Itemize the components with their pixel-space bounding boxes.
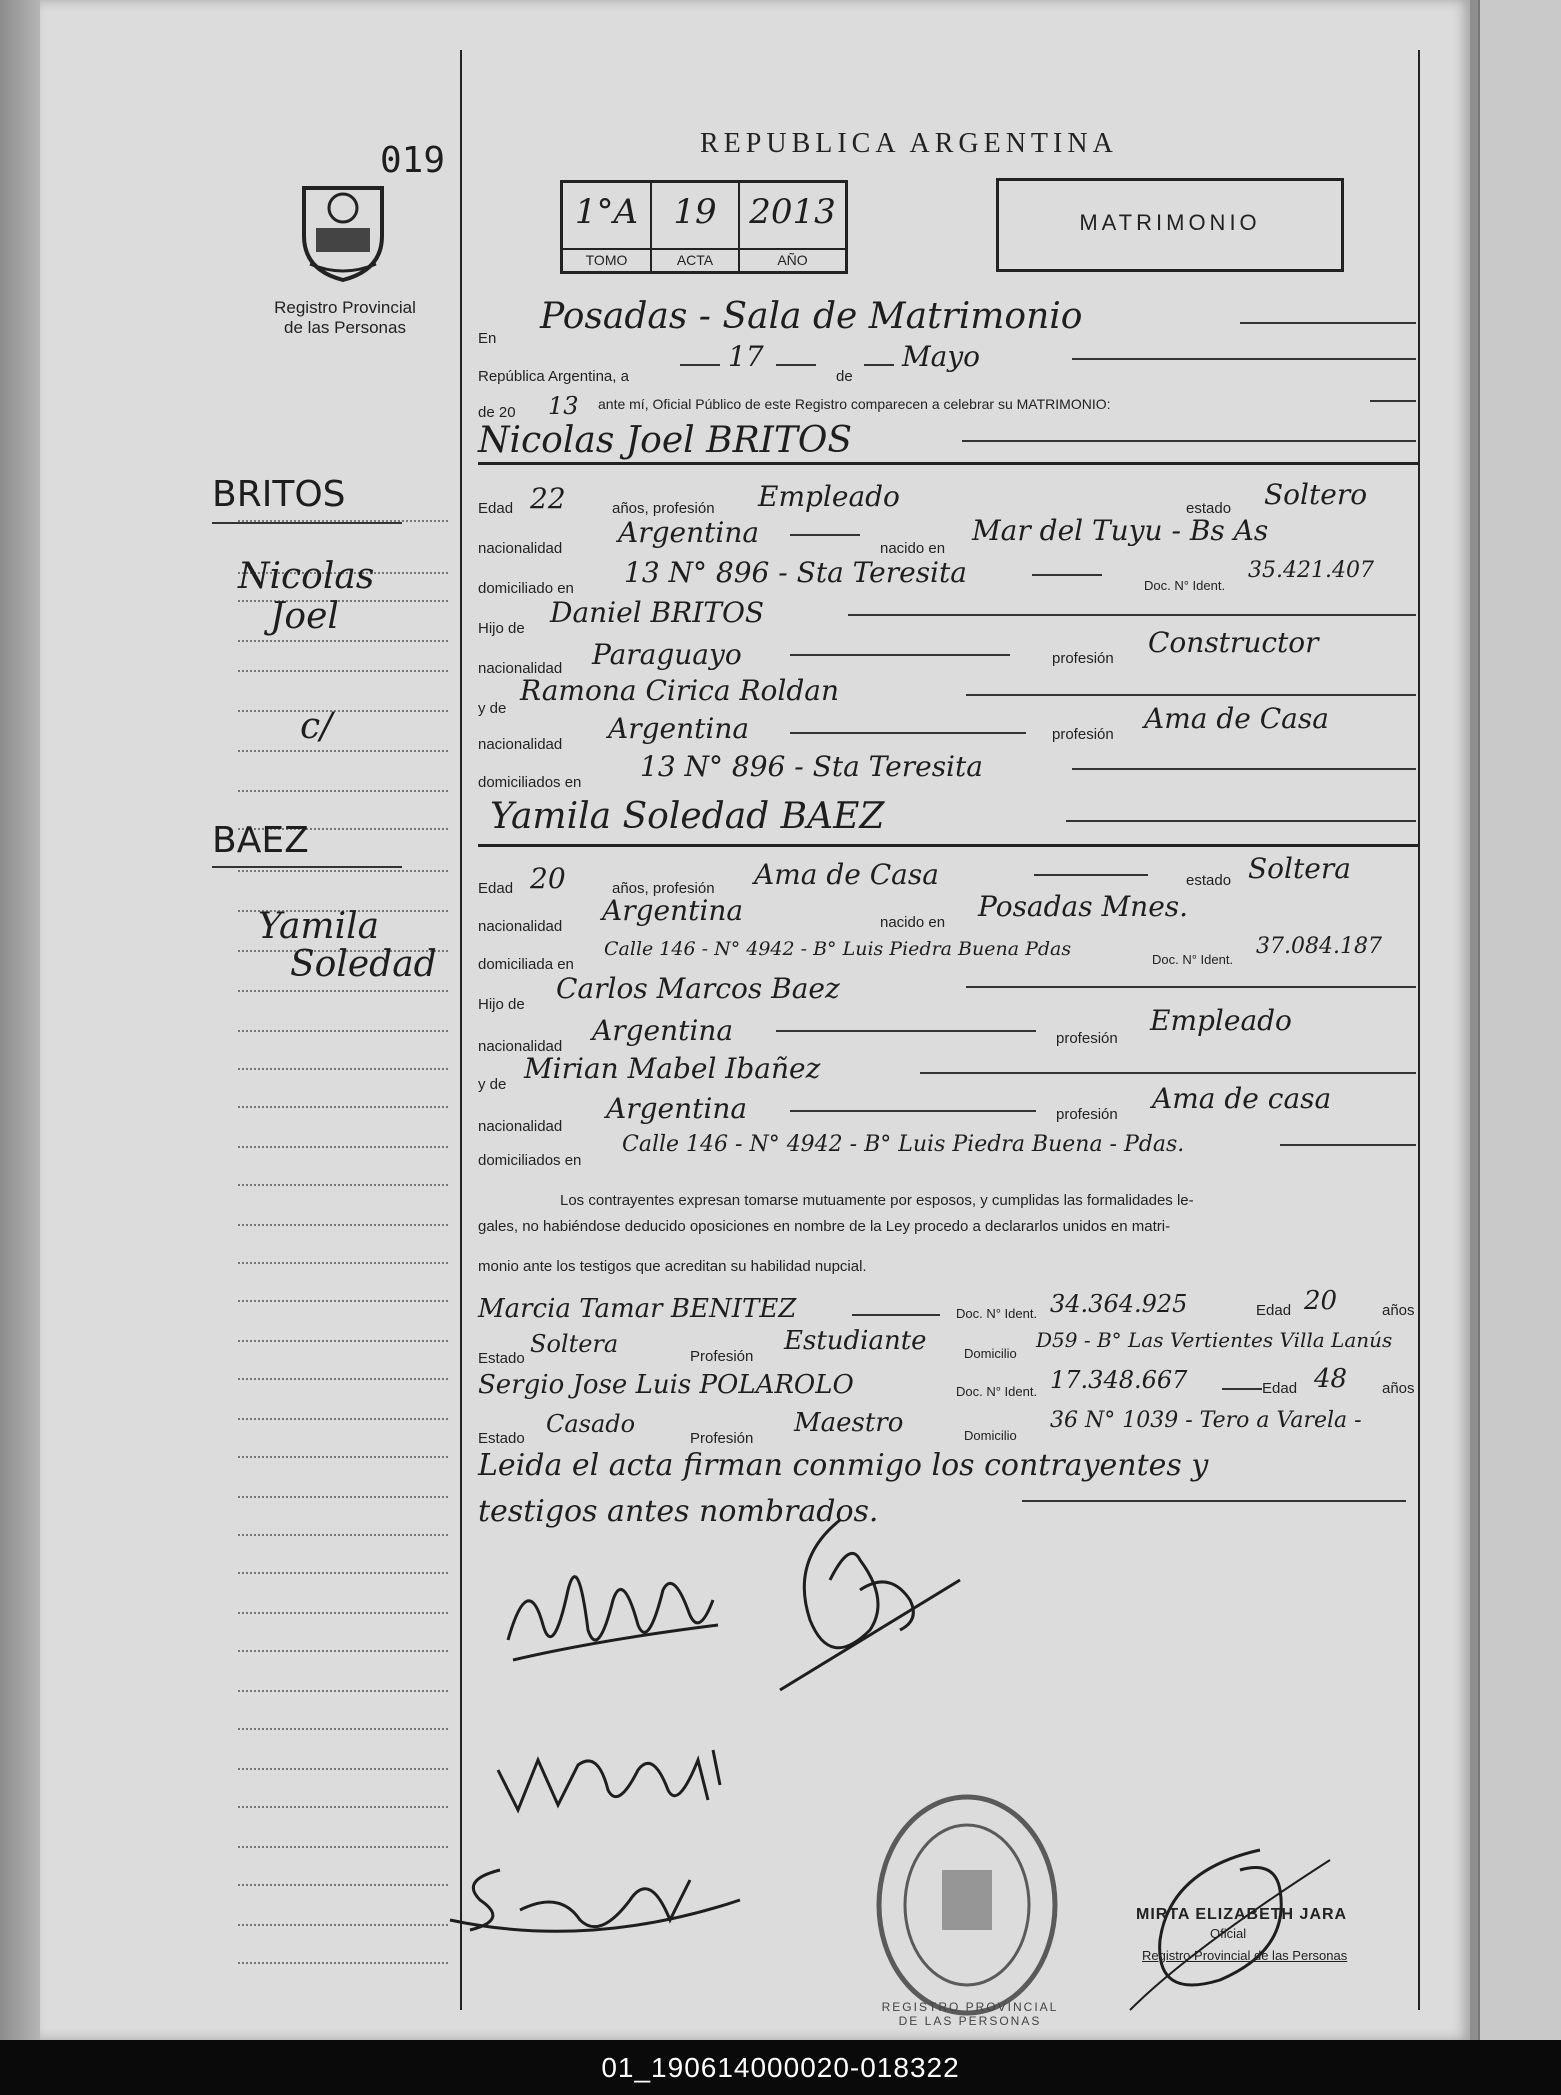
margin-dotted-line <box>238 1690 448 1692</box>
witness1-signature <box>488 1730 748 1830</box>
groom-dom-padres: 13 N° 896 - Sta Teresita <box>640 750 983 783</box>
bride-estado-label: estado <box>1186 872 1232 889</box>
margin-bride-surname-underline <box>212 866 402 868</box>
margin-connector: c/ <box>300 706 333 747</box>
bride-edad-label: Edad <box>478 880 514 897</box>
witness1-estado-label: Estado <box>478 1350 525 1367</box>
margin-dotted-line <box>238 1572 448 1574</box>
margin-bride-surname: BAEZ <box>212 820 309 861</box>
registry-label <box>250 298 440 338</box>
witness2-profesion: Maestro <box>794 1408 904 1438</box>
provincial-seal-icon <box>296 178 390 284</box>
official-name: MIRTA ELIZABETH JARA <box>1136 1906 1348 1923</box>
margin-dotted-line <box>238 1612 448 1614</box>
groom-nacionalidad-label: nacionalidad <box>478 540 563 557</box>
witness1-anos-label: años <box>1382 1302 1415 1319</box>
groom-estado: Soltero <box>1264 478 1368 511</box>
groom-nacionalidad: Argentina <box>618 516 760 549</box>
bride-doc-label: Doc. N° Ident. <box>1152 952 1234 967</box>
bride-prof-padre-label: profesión <box>1056 1030 1118 1047</box>
witness2-domicilio-label: Domicilio <box>964 1428 1017 1443</box>
declaration-line-2: gales, no habiéndose deducido oposiciones en nombre de la Ley procedo a declararlos unidos en matri- <box>478 1218 1171 1235</box>
book-gutter <box>0 0 40 2040</box>
place-value: Posadas - Sala de Matrimonio <box>540 296 1083 337</box>
groom-signature <box>498 1530 728 1680</box>
groom-domicilio: 13 N° 896 - Sta Teresita <box>624 556 967 589</box>
closing-line-2: testigos antes nombrados. <box>478 1494 879 1529</box>
groom-prof-padre: Constructor <box>1148 626 1319 659</box>
witness2-edad: 48 <box>1314 1364 1348 1394</box>
groom-domicilio-label: domiciliado en <box>478 580 574 597</box>
tomo-label: TOMO <box>585 252 628 268</box>
bride-nacionalidad-label: nacionalidad <box>478 918 563 935</box>
margin-dotted-line <box>238 670 448 672</box>
bride-nacido-label: nacido en <box>880 914 946 931</box>
margin-dotted-line <box>238 750 448 752</box>
fill-line <box>864 364 894 366</box>
fill-line <box>1240 322 1416 324</box>
margin-divider <box>460 50 462 2010</box>
witness1-estado: Soltera <box>530 1330 619 1358</box>
adjacent-page-edge <box>1478 0 1561 2040</box>
witness2-profesion-label: Profesión <box>690 1430 754 1447</box>
bride-domicilio-label: domiciliada en <box>478 956 574 973</box>
witness1-profesion: Estudiante <box>784 1326 927 1356</box>
groom-hijo-label: Hijo de <box>478 620 525 637</box>
groom-dom-padres-label: domiciliados en <box>478 774 582 791</box>
bride-madre-label: y de <box>478 1076 507 1093</box>
margin-groom-surname-underline <box>212 522 402 524</box>
groom-padre: Daniel BRITOS <box>550 596 765 629</box>
bride-nac-madre: Argentina <box>606 1092 748 1125</box>
registry-line-1: Registro Provincial <box>274 298 416 317</box>
fill-line <box>1034 874 1148 876</box>
margin-dotted-line <box>238 1768 448 1770</box>
margin-dotted-line <box>238 1300 448 1302</box>
groom-doc: 35.421.407 <box>1248 558 1374 583</box>
margin-dotted-line <box>238 1030 448 1032</box>
bride-nacionalidad: Argentina <box>602 894 744 927</box>
bride-prof-padre: Empleado <box>1150 1004 1292 1037</box>
margin-dotted-line <box>238 990 448 992</box>
witness2-name: Sergio Jose Luis POLAROLO <box>478 1370 854 1400</box>
bride-prof-madre-label: profesión <box>1056 1106 1118 1123</box>
margin-dotted-line <box>238 1806 448 1808</box>
date-year: 13 <box>548 392 579 420</box>
bride-prof-madre: Ama de casa <box>1152 1082 1332 1115</box>
groom-name: Nicolas Joel BRITOS <box>478 420 853 461</box>
bride-nac-padre-label: nacionalidad <box>478 1038 563 1055</box>
witness2-signature <box>440 1840 760 1970</box>
fill-line <box>1072 358 1416 360</box>
fill-line <box>790 534 860 536</box>
witness2-anos-label: años <box>1382 1380 1415 1397</box>
bride-edad: 20 <box>530 862 566 895</box>
margin-dotted-line <box>238 1534 448 1536</box>
witness1-doc: 34.364.925 <box>1050 1290 1188 1318</box>
place-label: En <box>478 330 497 347</box>
margin-groom-given-2: Joel <box>270 596 339 637</box>
witness1-domicilio-label: Domicilio <box>964 1346 1017 1361</box>
acta-value: 19 <box>673 192 717 232</box>
witness1-name: Marcia Tamar BENITEZ <box>478 1294 797 1324</box>
margin-groom-given-1: Nicolas <box>238 556 375 597</box>
date-day: 17 <box>728 340 764 373</box>
fill-line <box>680 364 720 366</box>
margin-dotted-line <box>238 1068 448 1070</box>
witness1-domicilio: D59 - B° Las Vertientes Villa Lanús <box>1036 1328 1393 1352</box>
margin-dotted-line <box>238 870 448 872</box>
margin-dotted-line <box>238 1884 448 1886</box>
bride-estado: Soltera <box>1248 852 1351 885</box>
groom-madre-label: y de <box>478 700 507 717</box>
margin-dotted-line <box>238 1262 448 1264</box>
bride-dom-padres: Calle 146 - N° 4942 - B° Luis Piedra Buena - Pdas. <box>622 1132 1185 1157</box>
fill-line <box>790 732 1026 734</box>
registry-line-2: de las Personas <box>284 318 406 337</box>
declaration-line-3: monio ante los testigos que acreditan su habilidad nupcial. <box>478 1258 867 1275</box>
margin-groom-surname: BRITOS <box>212 474 346 515</box>
bride-signature <box>760 1500 980 1700</box>
date-month: Mayo <box>902 340 981 373</box>
fill-line <box>1280 1144 1416 1146</box>
fill-line <box>776 364 816 366</box>
bride-name-rule <box>478 844 1418 847</box>
groom-doc-label: Doc. N° Ident. <box>1144 578 1226 593</box>
acta-label: ACTA <box>676 252 714 268</box>
fill-line <box>852 1314 940 1316</box>
date-de-label: de <box>836 368 853 385</box>
groom-nac-padre: Paraguayo <box>592 638 742 671</box>
groom-edad-label: Edad <box>478 500 514 517</box>
bride-madre: Mirian Mabel Ibañez <box>524 1052 821 1085</box>
margin-dotted-line <box>238 1496 448 1498</box>
anio-value: 2013 <box>749 192 836 232</box>
groom-profesion: Empleado <box>758 480 900 513</box>
bride-domicilio: Calle 146 - N° 4942 - B° Luis Piedra Buena Pdas <box>604 938 1072 960</box>
country-heading: REPUBLICA ARGENTINA <box>700 128 1118 159</box>
groom-prof-padre-label: profesión <box>1052 650 1114 667</box>
bride-nacido: Posadas Mnes. <box>978 890 1189 923</box>
date-year-label: de 20 <box>478 404 516 421</box>
official-title: Oficial <box>1210 1926 1247 1941</box>
margin-dotted-line <box>238 1650 448 1652</box>
bride-nac-padre: Argentina <box>592 1014 734 1047</box>
witness1-edad-label: Edad <box>1256 1302 1292 1319</box>
declaration-line-1: Los contrayentes expresan tomarse mutuamente por esposos, y cumplidas las formalidades le- <box>560 1192 1194 1209</box>
margin-dotted-line <box>238 1456 448 1458</box>
margin-dotted-line <box>238 1106 448 1108</box>
groom-nacido: Mar del Tuyu - Bs As <box>972 514 1269 547</box>
fill-line <box>966 986 1416 988</box>
stamp-text: REGISTRO PROVINCIAL DE LAS PERSONAS <box>881 2000 1059 2028</box>
witness2-doc: 17.348.667 <box>1050 1366 1188 1394</box>
image-id-footer: 01_190614000020-018322 <box>0 2040 1561 2095</box>
bride-dom-padres-label: domiciliados en <box>478 1152 582 1169</box>
fill-line <box>920 1072 1416 1074</box>
margin-dotted-line <box>238 1418 448 1420</box>
fill-line <box>848 614 1416 616</box>
groom-nac-madre-label: nacionalidad <box>478 736 563 753</box>
bride-profesion-label: años, profesión <box>612 880 715 897</box>
act-box-divider <box>560 248 848 250</box>
groom-edad: 22 <box>530 482 566 515</box>
groom-nac-padre-label: nacionalidad <box>478 660 563 677</box>
date-statement: ante mí, Oficial Público de este Registro comparecen a celebrar su MATRIMONIO: <box>598 396 1111 412</box>
margin-dotted-line <box>238 1728 448 1730</box>
anio-label: AÑO <box>777 252 808 268</box>
fill-line <box>1032 574 1102 576</box>
margin-dotted-line <box>238 1378 448 1380</box>
witness1-doc-label: Doc. N° Ident. <box>956 1306 1038 1321</box>
margin-dotted-line <box>238 1924 448 1926</box>
witness1-edad: 20 <box>1304 1286 1338 1316</box>
tomo-value: 1°A <box>574 192 639 232</box>
fill-line <box>966 694 1416 696</box>
bride-hijo-label: Hijo de <box>478 996 525 1013</box>
doc-type: MATRIMONIO <box>1079 210 1261 235</box>
fill-line <box>790 654 1010 656</box>
margin-bride-given-1: Yamila <box>258 906 380 947</box>
margin-bride-given-2: Soledad <box>290 944 437 985</box>
bride-padre: Carlos Marcos Baez <box>556 972 840 1005</box>
fill-line <box>1066 820 1416 822</box>
groom-estado-label: estado <box>1186 500 1232 517</box>
witness2-estado-label: Estado <box>478 1430 525 1447</box>
registry-stamp <box>872 1790 1062 2020</box>
groom-prof-madre: Ama de Casa <box>1144 702 1329 735</box>
margin-dotted-line <box>238 790 448 792</box>
margin-dotted-line <box>238 1962 448 1964</box>
margin-dotted-line <box>238 1224 448 1226</box>
fill-line <box>790 1110 1036 1112</box>
witness2-edad-label: Edad <box>1262 1380 1298 1397</box>
fill-line <box>1222 1388 1262 1390</box>
margin-dotted-line <box>238 1146 448 1148</box>
groom-madre: Ramona Cirica Roldan <box>520 674 839 707</box>
date-prefix-label: República Argentina, a <box>478 368 629 385</box>
closing-line-1: Leida el acta firman conmigo los contrayentes y <box>478 1448 1209 1483</box>
witness1-profesion-label: Profesión <box>690 1348 754 1365</box>
fill-line <box>1370 400 1416 402</box>
bride-name: Yamila Soledad BAEZ <box>490 796 885 837</box>
bride-doc: 37.084.187 <box>1256 934 1382 959</box>
groom-nacido-label: nacido en <box>880 540 946 557</box>
fill-line <box>962 440 1416 442</box>
margin-dotted-line <box>238 1340 448 1342</box>
right-border <box>1418 50 1420 2010</box>
official-signature <box>1110 1830 1360 2020</box>
witness2-domicilio: 36 N° 1039 - Tero a Varela - <box>1050 1408 1362 1433</box>
fill-line <box>1072 768 1416 770</box>
margin-dotted-line <box>238 710 448 712</box>
groom-prof-madre-label: profesión <box>1052 726 1114 743</box>
groom-nac-madre: Argentina <box>608 712 750 745</box>
bride-profesion: Ama de Casa <box>754 858 939 891</box>
margin-dotted-line <box>238 640 448 642</box>
official-office: Registro Provincial de las Personas <box>1142 1948 1348 1963</box>
sheet-number: 019 <box>380 140 446 181</box>
groom-profesion-label: años, profesión <box>612 500 715 517</box>
groom-name-rule <box>478 462 1418 465</box>
bride-nac-madre-label: nacionalidad <box>478 1118 563 1135</box>
margin-dotted-line <box>238 1846 448 1848</box>
margin-dotted-line <box>238 1184 448 1186</box>
witness2-doc-label: Doc. N° Ident. <box>956 1384 1038 1399</box>
fill-line <box>776 1030 1036 1032</box>
witness2-estado: Casado <box>546 1410 636 1438</box>
fill-line <box>1022 1500 1406 1502</box>
